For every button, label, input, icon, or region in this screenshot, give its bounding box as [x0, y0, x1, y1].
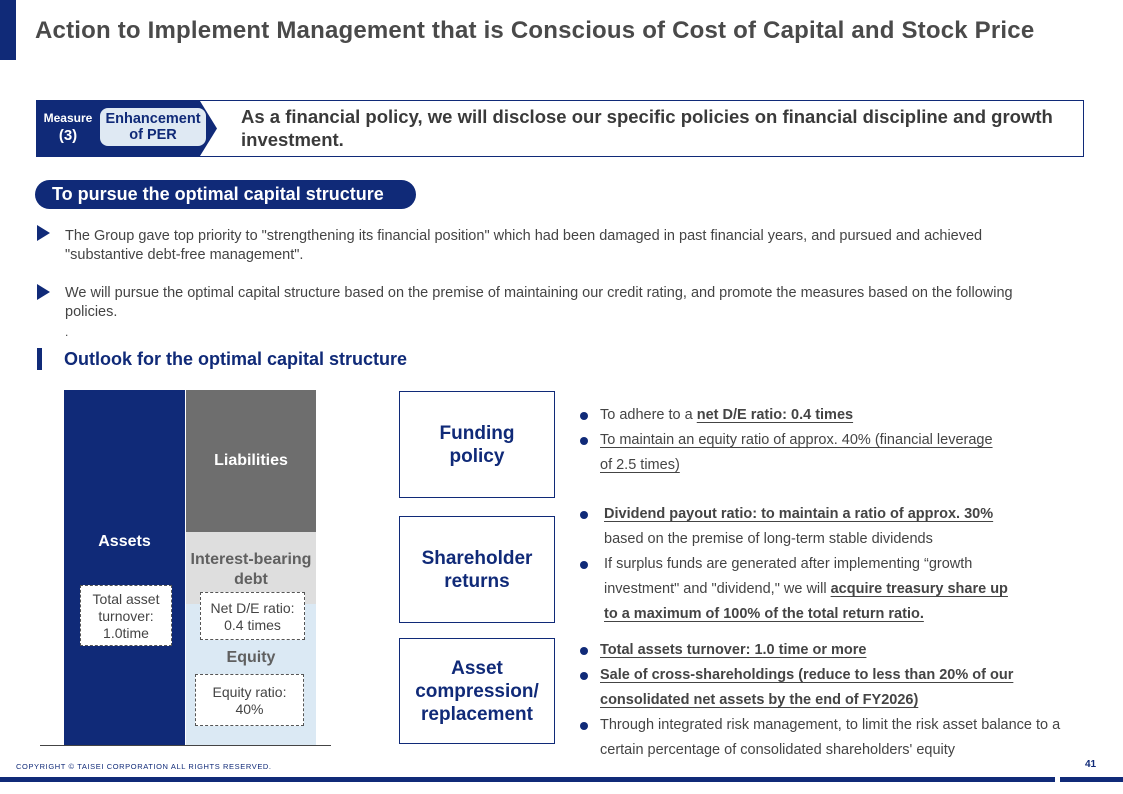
- bullet-dot-icon: [580, 722, 588, 730]
- enhancement-of-per-tag: [100, 108, 206, 146]
- shareholder-item-2-emphasis: acquire treasury share up: [830, 581, 1008, 597]
- section-heading: To pursue the optimal capital structure: [35, 180, 416, 209]
- bullet-dot-icon: [580, 647, 588, 655]
- eq-line-2: 40%: [235, 701, 264, 717]
- asset-compression-box: [399, 638, 555, 744]
- copyright-notice: COPYRIGHT © TAISEI CORPORATION ALL RIGHTS RESERVED.: [16, 762, 272, 771]
- debt-label-line-1: Interest-bearing: [190, 551, 312, 568]
- shareholder-label-line-1: Shareholder: [421, 547, 533, 569]
- baseline: [40, 745, 331, 746]
- interest-bearing-debt-label: [186, 550, 316, 590]
- footer-bar: [0, 777, 1055, 782]
- funding-label-line-2: policy: [449, 445, 505, 467]
- assets-block: [64, 390, 185, 745]
- funding-item-2: [580, 428, 993, 478]
- bullet-dot-icon: [580, 437, 588, 445]
- measure-index: (3): [58, 127, 78, 144]
- eq-line-1: Equity ratio:: [212, 684, 287, 700]
- debt-label-line-2: debt: [234, 571, 268, 588]
- funding-item-1-emphasis: net D/E ratio: 0.4 times: [696, 407, 854, 423]
- shareholder-item-2: [580, 552, 1008, 627]
- equity-ratio-box: [195, 674, 304, 726]
- asset-item-2-line-1: Sale of cross-shareholdings (reduce to less than 20% of our: [600, 667, 1014, 683]
- asset-item-3-line-2: certain percentage of consolidated shareholders' equity: [600, 742, 956, 758]
- outlook-heading: Outlook for the optimal capital structure: [64, 349, 408, 369]
- trailing-dot: .: [65, 325, 69, 339]
- page-number: 41: [1085, 759, 1097, 770]
- equity-label: Equity: [226, 649, 276, 666]
- shareholder-label-line-2: returns: [444, 570, 510, 592]
- triangle-bullet-icon: [37, 284, 50, 300]
- turnover-line-2: turnover:: [98, 608, 154, 624]
- shareholder-item-2-line-3: to a maximum of 100% of the total return ratio.: [604, 606, 924, 622]
- bullet-dot-icon: [580, 511, 588, 519]
- shareholder-returns-box: [399, 516, 555, 623]
- turnover-line-3: 1.0time: [103, 625, 149, 641]
- asset-item-2: [580, 663, 1013, 713]
- funding-item-2-line-1: To maintain an equity ratio of approx. 40% (financial leverage: [600, 432, 993, 448]
- asset-label-line-2: compression/: [415, 680, 539, 702]
- bullet-dot-icon: [580, 672, 588, 680]
- tag-line-1: Enhancement: [105, 111, 201, 127]
- section-paragraph-1: The Group gave top priority to "strengthening its financial position" which had been damaged in past financial years, and pursued and achieved "substantive debt-free management".: [65, 228, 983, 263]
- shareholder-item-1-emphasis: Dividend payout ratio: to maintain a ratio of approx. 30%: [604, 506, 994, 522]
- footer-bar-end: [1060, 777, 1123, 782]
- shareholder-item-1: [580, 502, 993, 552]
- measure-number: [42, 110, 94, 144]
- asset-item-1-emphasis: Total assets turnover: 1.0 time or more: [600, 642, 867, 658]
- outlook-accent-bar: [37, 348, 42, 370]
- triangle-bullet-icon: [37, 225, 50, 241]
- asset-item-1: [580, 638, 866, 663]
- section-paragraph-2: We will pursue the optimal capital structure based on the premise of maintaining our credit rating, and promote the measures based on the following policies.: [65, 285, 1013, 320]
- total-asset-turnover-box: [80, 585, 172, 646]
- asset-item-3-line-1: Through integrated risk management, to limit the risk asset balance to a: [600, 717, 1061, 733]
- measure-label: Measure: [43, 111, 93, 125]
- shareholder-item-2-line-1: If surplus funds are generated after implementing “growth: [604, 556, 973, 572]
- tag-line-2: of PER: [129, 127, 177, 143]
- funding-item-1: [580, 403, 853, 428]
- liabilities-label: Liabilities: [214, 452, 288, 469]
- asset-label-line-3: replacement: [421, 703, 533, 725]
- measure-statement: As a financial policy, we will disclose our specific policies on financial discipline and growth investment.: [241, 106, 1053, 150]
- de-line-1: Net D/E ratio:: [210, 600, 295, 616]
- bullet-dot-icon: [580, 412, 588, 420]
- bullet-dot-icon: [580, 561, 588, 569]
- funding-policy-box: [399, 391, 555, 498]
- shareholder-item-2-line-2: investment" and "dividend," we will: [604, 581, 831, 597]
- page-title: Action to Implement Management that is Conscious of Cost of Capital and Stock Price: [35, 17, 1035, 44]
- title-accent-bar: [0, 0, 16, 60]
- shareholder-item-1-line-2: based on the premise of long-term stable dividends: [604, 531, 933, 547]
- funding-item-2-line-2: of 2.5 times): [600, 457, 680, 473]
- turnover-line-1: Total asset: [92, 591, 160, 607]
- assets-label: Assets: [98, 533, 151, 550]
- asset-item-2-line-2: consolidated net assets by the end of FY2026): [600, 692, 919, 708]
- asset-label-line-1: Asset: [451, 657, 503, 679]
- asset-item-3: [580, 713, 1060, 763]
- funding-item-1-text: To adhere to a: [600, 407, 697, 423]
- de-line-2: 0.4 times: [224, 617, 281, 633]
- funding-label-line-1: Funding: [439, 422, 515, 444]
- net-de-ratio-box: [200, 592, 305, 640]
